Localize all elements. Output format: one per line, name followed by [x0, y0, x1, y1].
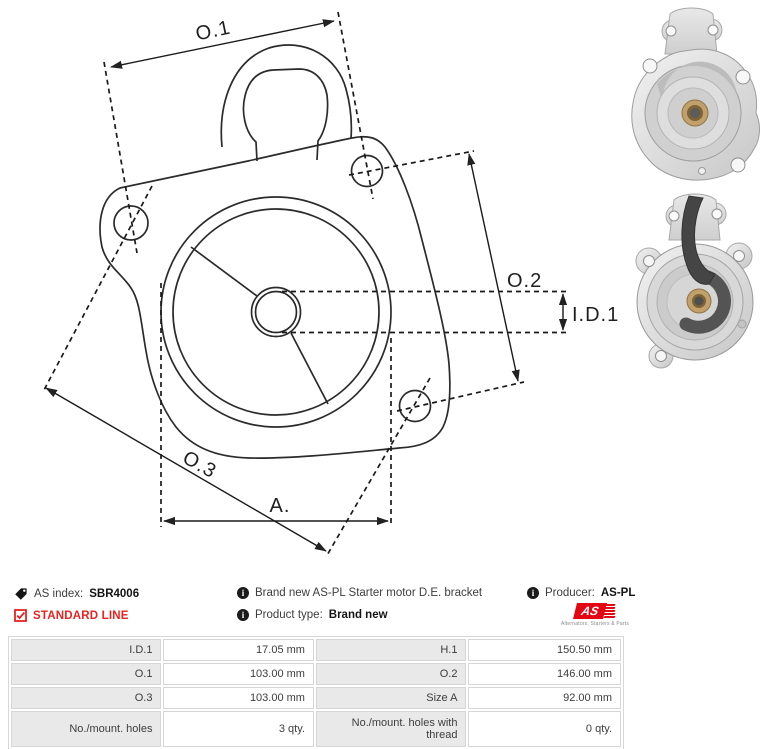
spec-value: 92.00 mm — [468, 687, 621, 709]
spec-label: I.D.1 — [11, 639, 161, 661]
spec-label: No./mount. holes with thread — [316, 711, 466, 747]
info-icon: i — [527, 587, 539, 599]
producer-value: AS-PL — [600, 587, 636, 599]
as-index-value: SBR4006 — [89, 588, 140, 600]
spec-value: 17.05 mm — [163, 639, 313, 661]
as-index-item — [14, 587, 139, 601]
table-row — [11, 639, 621, 661]
as-pl-logo-caption: Alternators, Starters & Parts — [560, 621, 630, 627]
table-row — [11, 687, 621, 709]
spec-value: 146.00 mm — [468, 663, 621, 685]
spec-value: 150.50 mm — [468, 639, 621, 661]
spec-label: H.1 — [316, 639, 466, 661]
info-icon: i — [237, 587, 249, 599]
producer-item — [527, 587, 635, 599]
dim-label-o3: O.3 — [178, 446, 221, 484]
standard-line-item — [14, 609, 129, 622]
spec-value: 3 qty. — [163, 711, 313, 747]
spec-label: O.3 — [11, 687, 161, 709]
spec-value: 103.00 mm — [163, 687, 313, 709]
standard-line-label: STANDARD LINE — [33, 609, 129, 622]
product-type-value: Brand new — [328, 609, 388, 621]
table-row — [11, 663, 621, 685]
spec-table — [8, 636, 624, 749]
bracket-outline — [100, 45, 450, 458]
dim-label-o1: O.1 — [193, 16, 233, 46]
product-photo-front — [607, 4, 765, 186]
product-photo-rear — [605, 188, 765, 384]
spec-label: O.2 — [316, 663, 466, 685]
spec-label: O.1 — [11, 663, 161, 685]
dimension-labels — [179, 17, 619, 517]
dim-label-id1: I.D.1 — [572, 304, 620, 326]
info-icon: i — [237, 609, 249, 621]
description-item — [237, 587, 482, 599]
dim-label-a: A. — [269, 495, 291, 517]
spec-label: No./mount. holes — [11, 711, 161, 747]
tag-icon — [14, 587, 28, 601]
product-description: Brand new AS-PL Starter motor D.E. bracket — [255, 587, 483, 599]
product-type-item — [237, 609, 388, 621]
as-pl-logo — [560, 603, 630, 627]
spec-value: 0 qty. — [468, 711, 621, 747]
spec-value: 103.00 mm — [163, 663, 313, 685]
dimension-extension-lines — [44, 12, 566, 557]
dim-label-o2: O.2 — [507, 270, 543, 292]
as-pl-logo-text: AS — [579, 604, 601, 618]
as-index-label: AS index: — [34, 588, 84, 600]
logo-stripes-icon — [604, 604, 615, 618]
spec-label: Size A — [316, 687, 466, 709]
producer-label: Producer: — [545, 587, 595, 599]
checkbox-checked-icon — [14, 609, 27, 622]
product-type-label: Product type: — [255, 609, 323, 621]
table-row — [11, 711, 621, 747]
dimension-arrows — [46, 21, 563, 551]
